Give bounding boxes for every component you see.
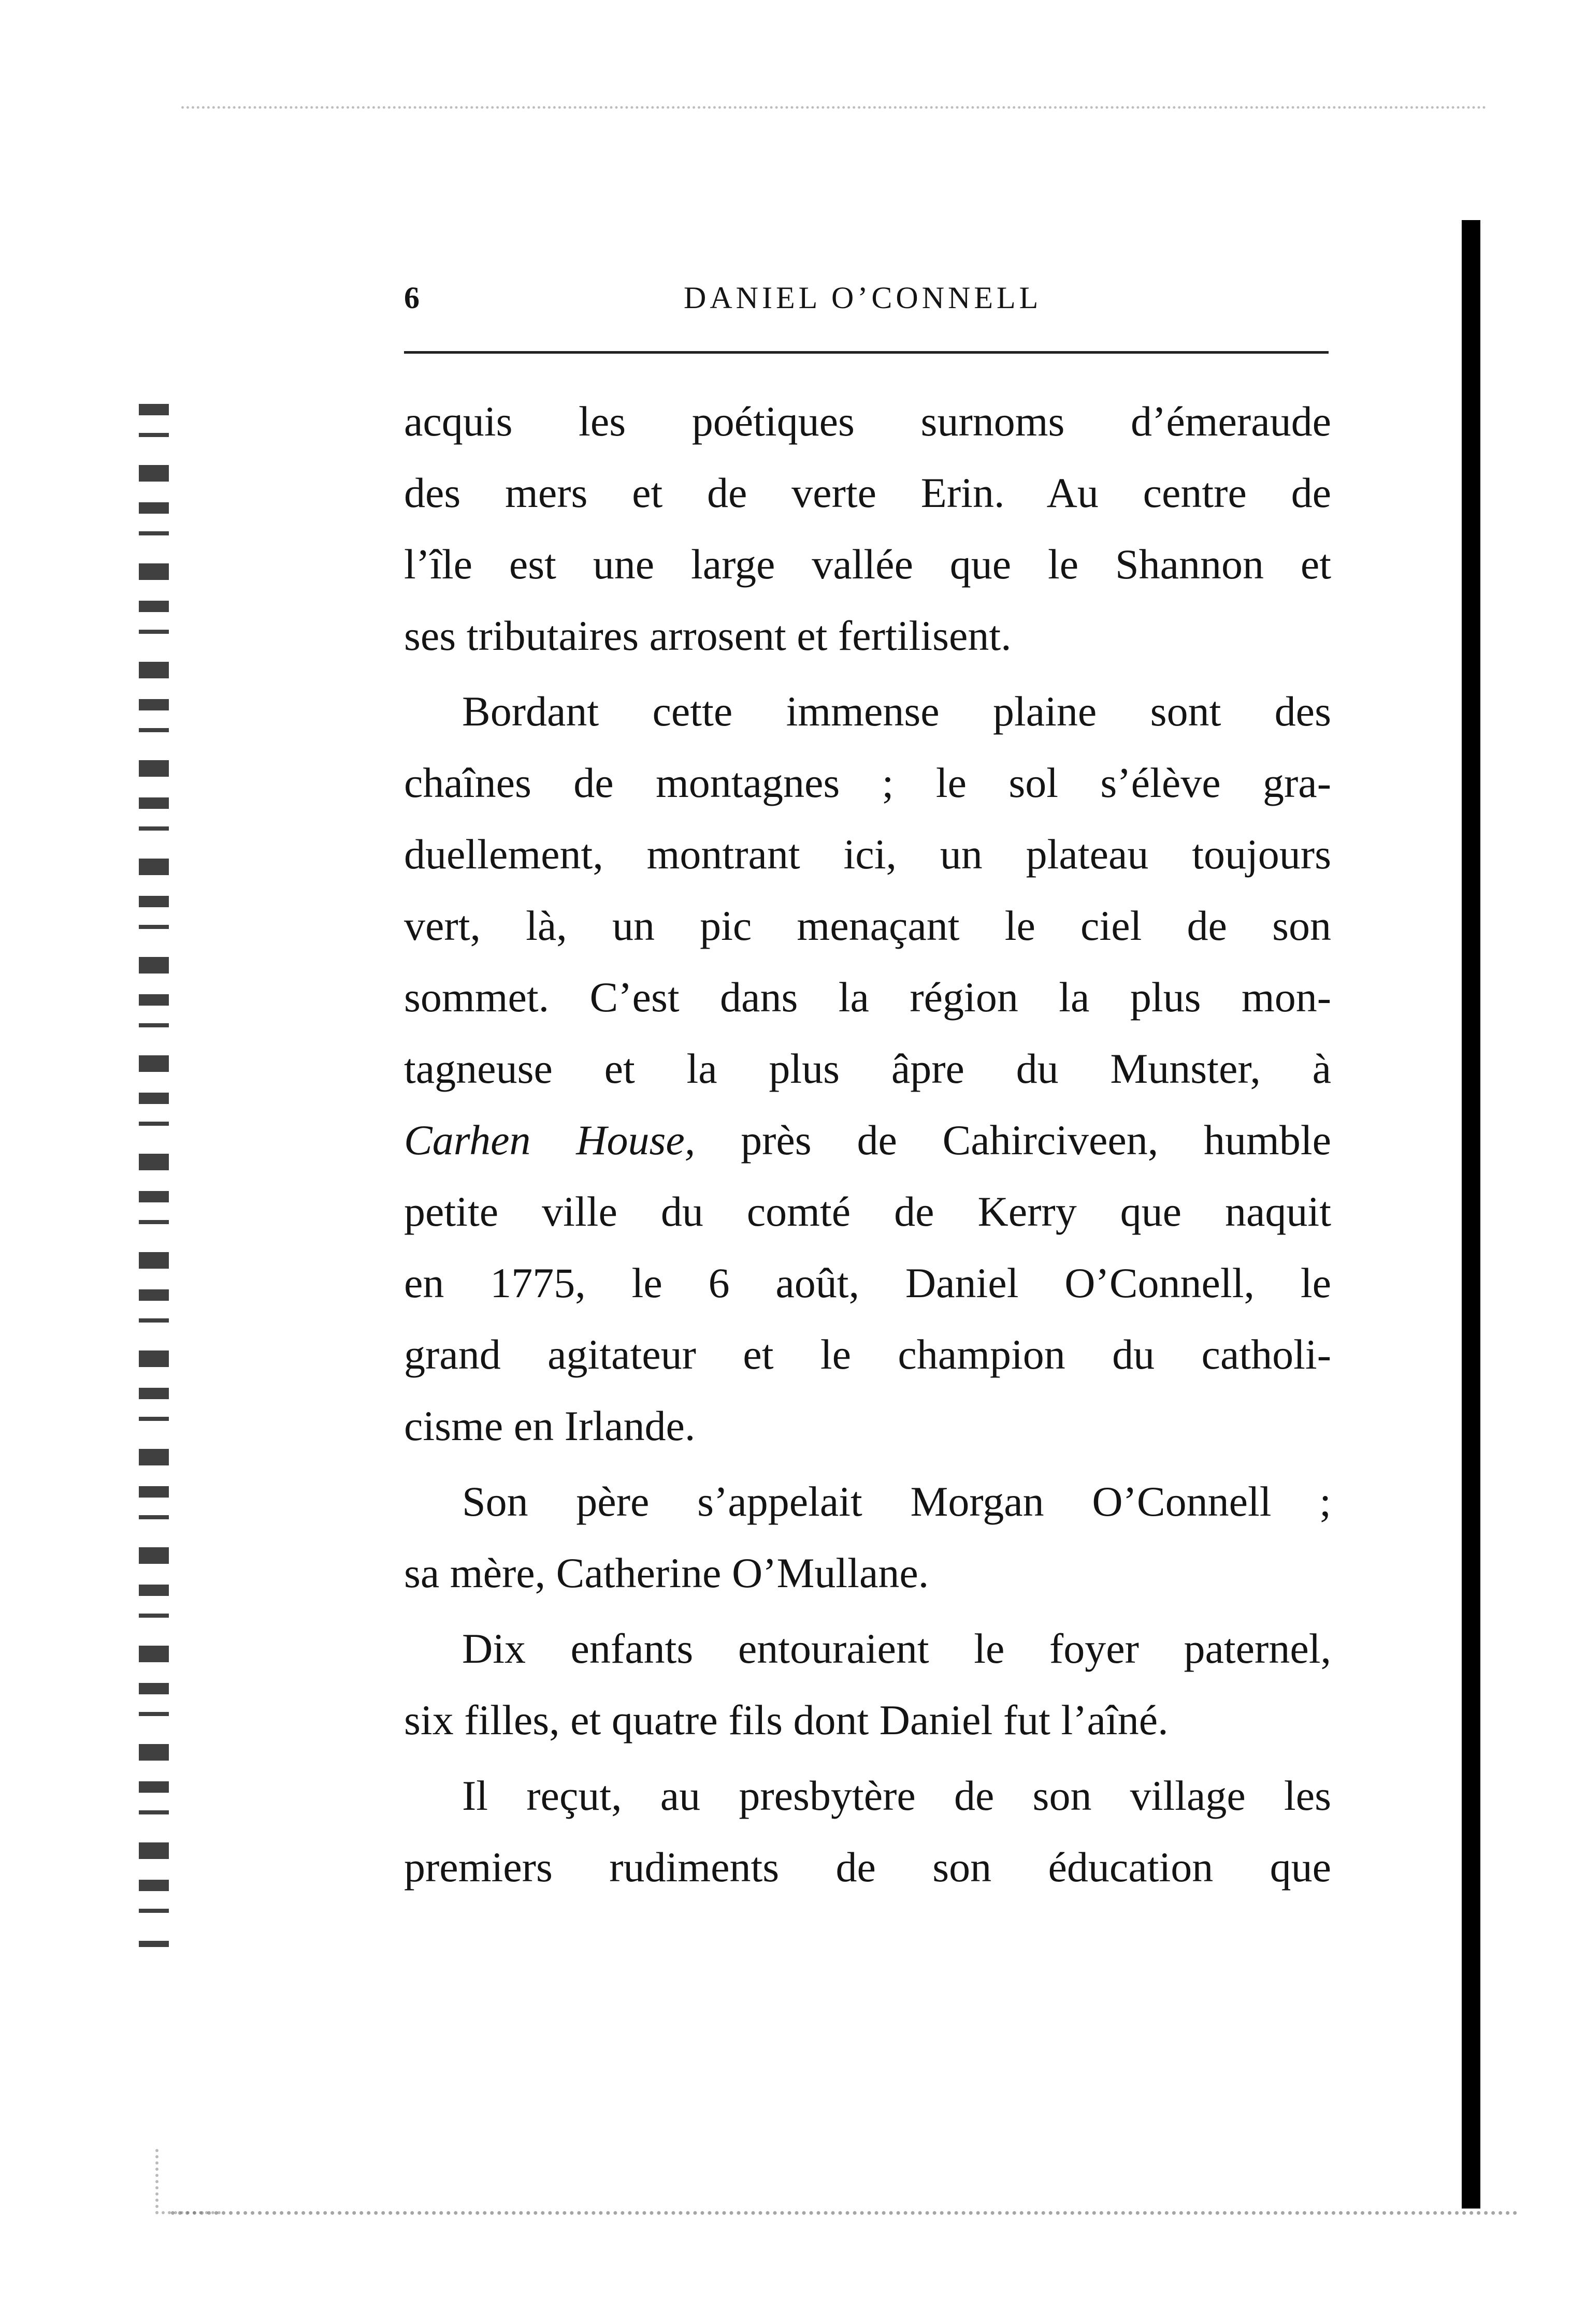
text-line: Son père s’appelait Morgan O’Connell ; <box>462 1478 1331 1525</box>
text-line: sa mère, Catherine O’Mullane. <box>404 1549 929 1596</box>
paragraph <box>404 1613 1331 1756</box>
text-line: duellement, montrant ici, un plateau toujours <box>404 831 1331 878</box>
text-line: vert, là, un pic menaçant le ciel de son <box>404 902 1331 949</box>
paragraph <box>404 1466 1331 1609</box>
text-line-rest: près de Cahirciveen, humble <box>741 1116 1331 1164</box>
text-line: cisme en Irlande. <box>404 1402 696 1449</box>
header-rule <box>404 351 1329 354</box>
paragraph <box>404 676 1331 1462</box>
text-line: des mers et de verte Erin. Au centre de <box>404 469 1331 516</box>
text-line: grand agitateur et le champion du catholi- <box>404 1331 1331 1378</box>
italic-place-name: Carhen House, <box>404 1116 696 1164</box>
text-line: Il reçut, au presbytère de son village les <box>462 1772 1331 1819</box>
text-line: sommet. C’est dans la région la plus mon- <box>404 974 1331 1021</box>
body-text <box>404 386 1331 1903</box>
scan-frame-top-edge <box>181 106 1487 112</box>
text-line: premiers rudiments de son éducation que <box>404 1843 1331 1891</box>
binding-gutter-marks <box>139 404 169 1947</box>
scan-frame-bottom-edge <box>171 2211 1518 2218</box>
text-line: Dix enfants entouraient le foyer paternel, <box>462 1625 1331 1672</box>
text-line: six filles, et quatre fils dont Daniel fut l’aîné. <box>404 1696 1169 1744</box>
text-line: acquis les poétiques surnoms d’émeraude <box>404 398 1331 445</box>
text-line: petite ville du comté de Kerry que naquit <box>404 1188 1331 1235</box>
text-line: Bordant cette immense plaine sont des <box>462 688 1331 735</box>
running-title: DANIEL O’CONNELL <box>684 281 1042 315</box>
text-line: tagneuse et la plus âpre du Munster, à <box>404 1045 1331 1092</box>
scan-frame-corner <box>155 2149 221 2214</box>
text-line <box>404 1105 1331 1176</box>
paragraph <box>404 1760 1331 1903</box>
page-edge-shadow-bar <box>1462 220 1480 2209</box>
page-number: 6 <box>404 281 420 315</box>
text-line: ses tributaires arrosent et fertilisent. <box>404 612 1012 659</box>
paragraph <box>404 386 1331 672</box>
running-head <box>404 274 1336 321</box>
text-line: chaînes de montagnes ; le sol s’élève gra- <box>404 759 1331 806</box>
text-line: l’île est une large vallée que le Shannon et <box>404 541 1331 588</box>
text-line: en 1775, le 6 août, Daniel O’Connell, le <box>404 1259 1331 1306</box>
